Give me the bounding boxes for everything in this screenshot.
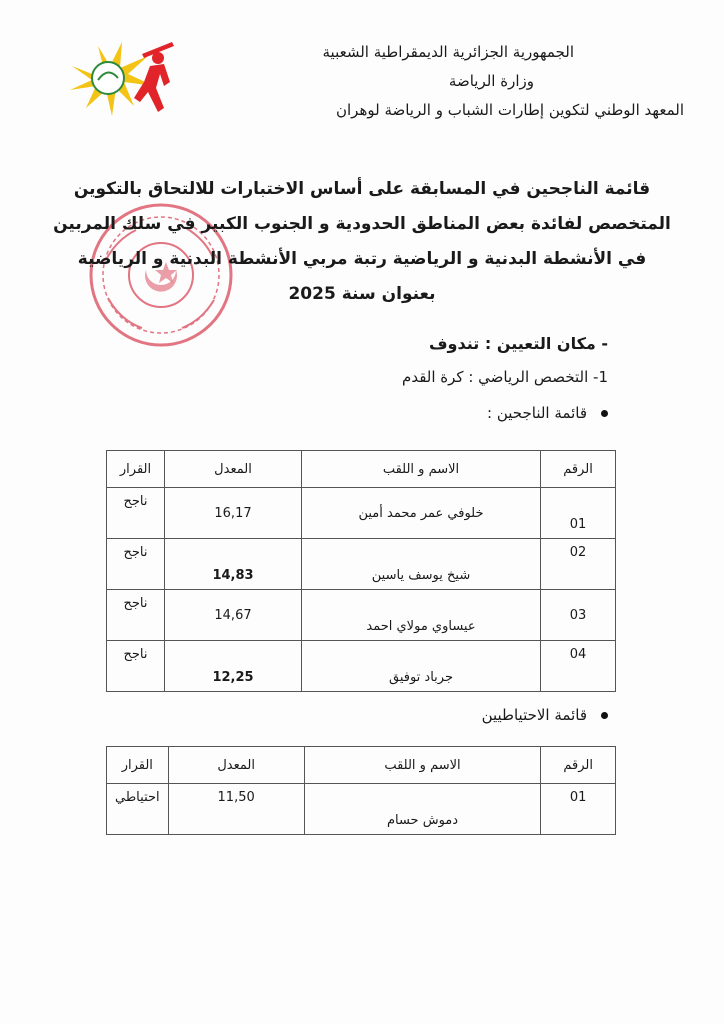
title-line-2: المتخصص لفائدة بعض المناطق الحدودية و الجنوب الكبير في سلك المربين: [53, 214, 671, 234]
row-name: جرباد توفيق: [302, 641, 541, 692]
table-header-row: [107, 747, 616, 784]
bullet-icon: [601, 712, 608, 719]
col-decision: القرار: [107, 451, 165, 488]
col-num: الرقم: [541, 451, 616, 488]
table-row: [107, 784, 616, 835]
row-num: 01: [541, 488, 616, 539]
ministry-name: وزارة الرياضة: [448, 72, 534, 90]
row-name: دموش حسام: [304, 784, 541, 835]
col-name: الاسم و اللقب: [304, 747, 541, 784]
successful-heading-text: قائمة الناجحين :: [487, 404, 587, 422]
reserve-table: [106, 746, 616, 835]
bullet-icon: [601, 410, 608, 417]
title-line-3: في الأنشطة البدنية و الرياضية رتبة مربي الأنشطة البدنية و الرياضية: [77, 249, 647, 269]
row-num: 02: [541, 539, 616, 590]
col-avg: المعدل: [168, 747, 304, 784]
row-avg: 12,25: [165, 641, 302, 692]
reserve-heading-text: قائمة الاحتياطيين: [481, 706, 587, 724]
table-row: [107, 590, 616, 641]
row-name: عيساوي مولاي احمد: [302, 590, 541, 641]
row-avg: 11,50: [168, 784, 304, 835]
successful-table: [106, 450, 616, 692]
table-row: [107, 488, 616, 539]
col-decision: القرار: [107, 747, 169, 784]
title-line-1: قائمة الناجحين في المسابقة على أساس الاختبارات للالتحاق بالتكوين: [73, 179, 651, 199]
institute-name: المعهد الوطني لتكوين إطارات الشباب و الرياضة لوهران: [335, 101, 684, 119]
assignment-location: - مكان التعيين : تندوف: [428, 334, 608, 353]
title-line-4: بعنوان سنة 2025: [288, 284, 436, 304]
row-num: 03: [541, 590, 616, 641]
institute-logo: [62, 28, 182, 128]
row-decision: ناجح: [107, 488, 165, 539]
col-num: الرقم: [541, 747, 616, 784]
row-name: خلوفي عمر محمد أمين: [302, 488, 541, 539]
row-decision: ناجح: [107, 641, 165, 692]
reserve-heading: [482, 706, 608, 724]
row-avg: 14,67: [165, 590, 302, 641]
sport-specialty: 1- التخصص الرياضي : كرة القدم: [402, 368, 608, 386]
col-avg: المعدل: [165, 451, 302, 488]
republic-name: الجمهورية الجزائرية الديمقراطية الشعبية: [322, 43, 574, 61]
col-name: الاسم و اللقب: [302, 451, 541, 488]
document-title: [0, 172, 724, 312]
row-decision: احتياطي: [107, 784, 169, 835]
table-header-row: [107, 451, 616, 488]
row-name: شيخ يوسف ياسين: [302, 539, 541, 590]
row-num: 01: [541, 784, 616, 835]
row-avg: 16,17: [165, 488, 302, 539]
row-decision: ناجح: [107, 590, 165, 641]
successful-heading: [487, 404, 608, 422]
letterhead: [322, 38, 684, 125]
runner-icon: [134, 42, 174, 112]
row-avg: 14,83: [165, 539, 302, 590]
table-row: [107, 641, 616, 692]
row-decision: ناجح: [107, 539, 165, 590]
row-num: 04: [541, 641, 616, 692]
table-row: [107, 539, 616, 590]
